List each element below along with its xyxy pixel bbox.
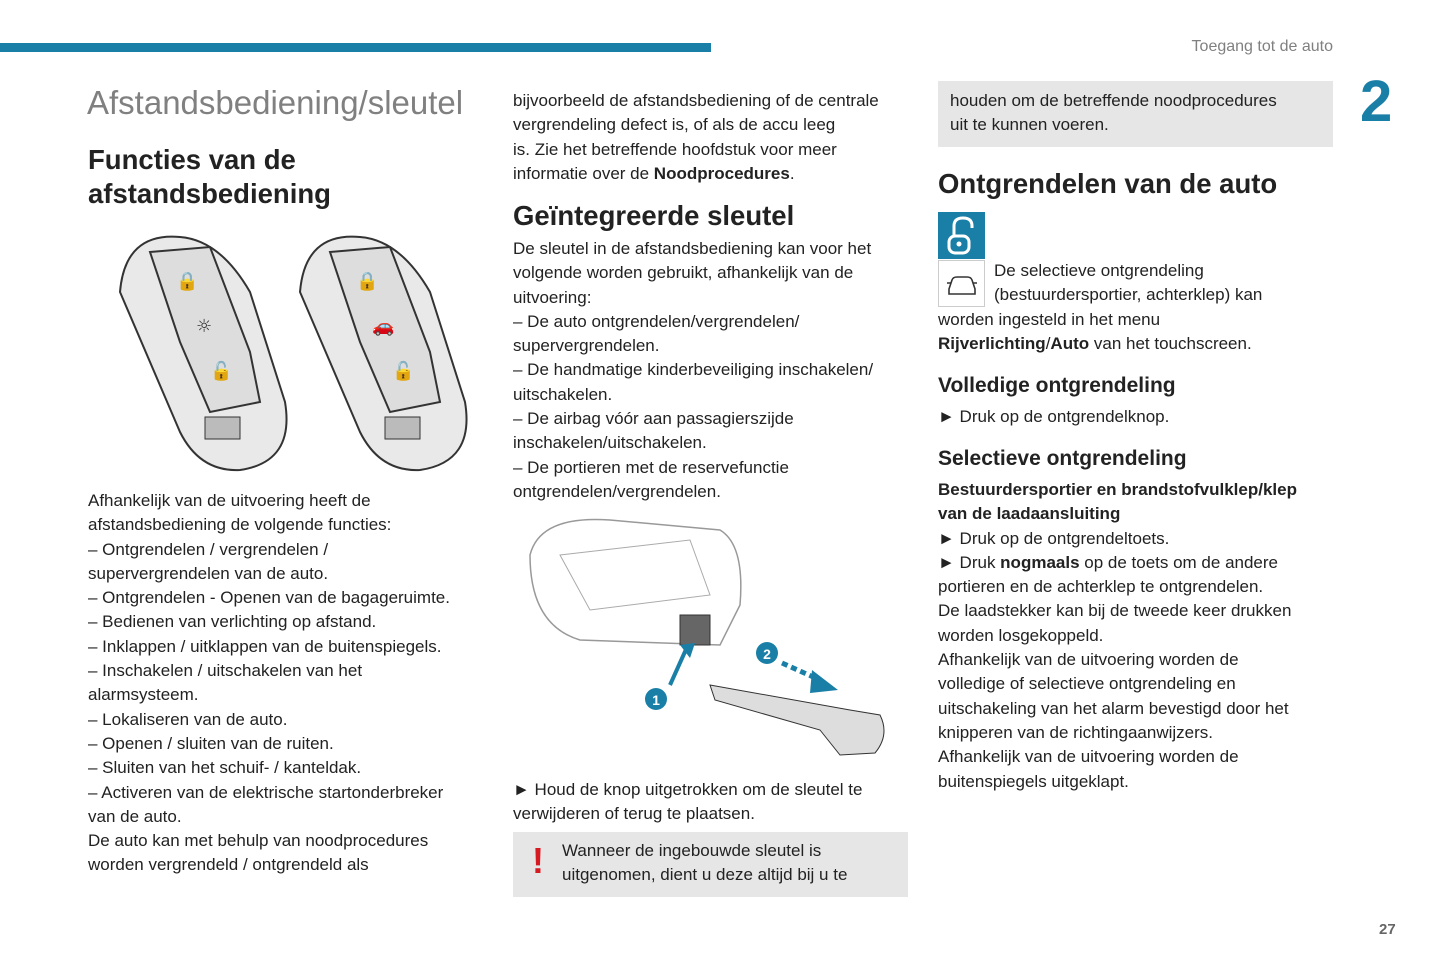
text-line: uitvoering:	[513, 287, 592, 307]
text-line: bijvoorbeeld de afstandsbediening of de centrale	[513, 91, 879, 110]
text-line: houden om de betreffende noodprocedures	[950, 91, 1277, 110]
text-line	[938, 502, 1297, 526]
text-line: volgende worden gebruikt, afhankelijk van de	[513, 263, 854, 283]
text-line: De sleutel in de afstandsbediening kan voor het	[513, 239, 872, 258]
text-line	[938, 478, 1297, 502]
bold-text: van de laadaansluiting	[938, 504, 1121, 524]
text-line: Afhankelijk van de uitvoering heeft de	[88, 491, 371, 510]
bold-text: Noodprocedures	[653, 163, 790, 183]
text-line: worden vergrendeld / ontgrendeld als	[88, 855, 369, 875]
selective-unlock-text	[938, 259, 1262, 356]
text-line: De laadstekker kan bij de tweede keer drukken	[938, 601, 1292, 621]
heading-remote-functions	[88, 143, 331, 211]
text-line: ► Druk op de ontgrendelknop.	[938, 407, 1170, 426]
text-line: knipperen van de richtingaanwijzers.	[938, 722, 1213, 742]
text: informatie over de	[513, 163, 654, 183]
svg-text:🔓: 🔓	[210, 361, 233, 382]
text-line: – Inschakelen / uitschakelen van het	[88, 661, 363, 681]
text-line: – Ontgrendelen / vergrendelen /	[88, 539, 329, 559]
text-line: ontgrendelen/vergrendelen.	[513, 481, 721, 501]
remote-keys-illustration	[110, 232, 470, 477]
text-line: ► Druk op de ontgrendeltoets.	[938, 528, 1170, 548]
remote-functions-text	[88, 489, 450, 878]
unlock-padlock-icon	[938, 212, 985, 259]
intro-text	[513, 89, 879, 186]
text-line: Afhankelijk van de uitvoering worden de	[938, 747, 1239, 767]
bold-text: nogmaals	[1000, 552, 1080, 572]
text-line: worden losgekoppeld.	[938, 625, 1104, 645]
heading-unlock-car: Ontgrendelen van de auto	[938, 168, 1278, 199]
text-line: ► Houd de knop uitgetrokken om de sleutel te	[513, 780, 863, 799]
warning-text	[562, 839, 847, 888]
text: ► Druk	[938, 552, 1001, 572]
svg-text:🔓: 🔓	[392, 361, 415, 382]
text: .	[789, 163, 795, 183]
text-line: – Inklappen / uitklappen van de buitenspiegels.	[88, 636, 442, 656]
text-line	[938, 551, 1297, 575]
text-line: Afhankelijk van de uitvoering worden de	[938, 650, 1239, 670]
text-line	[938, 332, 1262, 356]
running-header: Toegang tot de auto	[1191, 38, 1333, 55]
step-1-label: 1	[652, 692, 660, 708]
heading-line: afstandsbediening	[88, 178, 331, 209]
text-line: supervergrendelen van de auto.	[88, 563, 329, 583]
text-line: inschakelen/uitschakelen.	[513, 433, 707, 453]
text-line: – Bedienen van verlichting op afstand.	[88, 612, 377, 632]
text-line: alarmsysteem.	[88, 685, 199, 705]
text-line: afstandsbediening de volgende functies:	[88, 515, 392, 535]
key-removal-illustration	[520, 515, 895, 765]
text-line: vergrendeling defect is, of als de accu leeg	[513, 115, 836, 135]
text: van het touchscreen.	[1089, 333, 1252, 353]
text-line: – De handmatige kinderbeveiliging inschakelen/	[513, 360, 874, 380]
text-line: buitenspiegels uitgeklapt.	[938, 771, 1129, 791]
text-line: – De airbag vóór aan passagierszijde	[513, 409, 794, 429]
text-line: supervergrendelen.	[513, 336, 660, 356]
bold-text: Auto	[1050, 333, 1090, 353]
text-line: van de auto.	[88, 806, 182, 826]
bold-text: Bestuurdersportier en brandstofvulklep/klep	[938, 480, 1297, 499]
text-line: uitschakelen.	[513, 384, 613, 404]
section-color-bar	[0, 43, 711, 52]
text-line: – De auto ontgrendelen/vergrendelen/	[513, 311, 800, 331]
text-line: (bestuurdersportier, achterklep) kan	[994, 285, 1263, 305]
svg-text:🔒: 🔒	[356, 271, 379, 292]
step-2-label: 2	[763, 646, 771, 662]
text-line: uit te kunnen voeren.	[950, 115, 1109, 135]
text-line: uitschakeling van het alarm bevestigd door het	[938, 698, 1289, 718]
warning-icon: !	[532, 840, 544, 881]
text-line: – De portieren met de reservefunctie	[513, 457, 789, 477]
text-line: De selectieve ontgrendeling	[994, 261, 1204, 280]
text-line: – Activeren van de elektrische startonderbreker	[88, 782, 444, 802]
text: op de toets om de andere	[1079, 552, 1279, 572]
page-number: 27	[1379, 921, 1396, 938]
text-line: is. Zie het betreffende hoofdstuk voor meer	[513, 139, 837, 159]
heading-full-unlock: Volledige ontgrendeling	[938, 374, 1176, 397]
text-line: volledige of selectieve ontgrendeling en	[938, 674, 1236, 694]
text-line	[513, 162, 879, 186]
svg-text:🚗: 🚗	[372, 316, 395, 337]
text-line: – Openen / sluiten van de ruiten.	[88, 733, 334, 753]
heading-integrated-key: Geïntegreerde sleutel	[513, 200, 795, 231]
text-line: De auto kan met behulp van noodprocedures	[88, 831, 429, 851]
text-line: – Sluiten van het schuif- / kanteldak.	[88, 758, 362, 778]
page-title: Afstandsbediening/sleutel	[87, 84, 464, 121]
note-text	[950, 89, 1277, 138]
selective-unlock-steps	[938, 478, 1297, 794]
text-line: Wanneer de ingebouwde sleutel is	[562, 841, 822, 860]
text-line: worden ingesteld in het menu	[938, 309, 1161, 329]
text: /	[1045, 333, 1051, 353]
text-line: portieren en de achterklep te ontgrendelen.	[938, 577, 1264, 597]
text-line: – Lokaliseren van de auto.	[88, 709, 288, 729]
integrated-key-text	[513, 237, 873, 504]
heading-selective-unlock: Selectieve ontgrendeling	[938, 447, 1187, 470]
text-line: verwijderen of terug te plaatsen.	[513, 804, 755, 824]
heading-line: Functies van de	[88, 144, 296, 175]
remove-key-instruction	[513, 778, 862, 827]
full-unlock-text	[938, 405, 1169, 429]
text-line: uitgenomen, dient u deze altijd bij u te	[562, 865, 848, 885]
svg-text:🔒: 🔒	[176, 271, 199, 292]
bold-text: Rijverlichting	[938, 333, 1046, 353]
text-line: – Ontgrendelen - Openen van de bagageruimte.	[88, 588, 450, 608]
chapter-number: 2	[1360, 69, 1393, 134]
svg-text:☼: ☼	[196, 316, 213, 337]
